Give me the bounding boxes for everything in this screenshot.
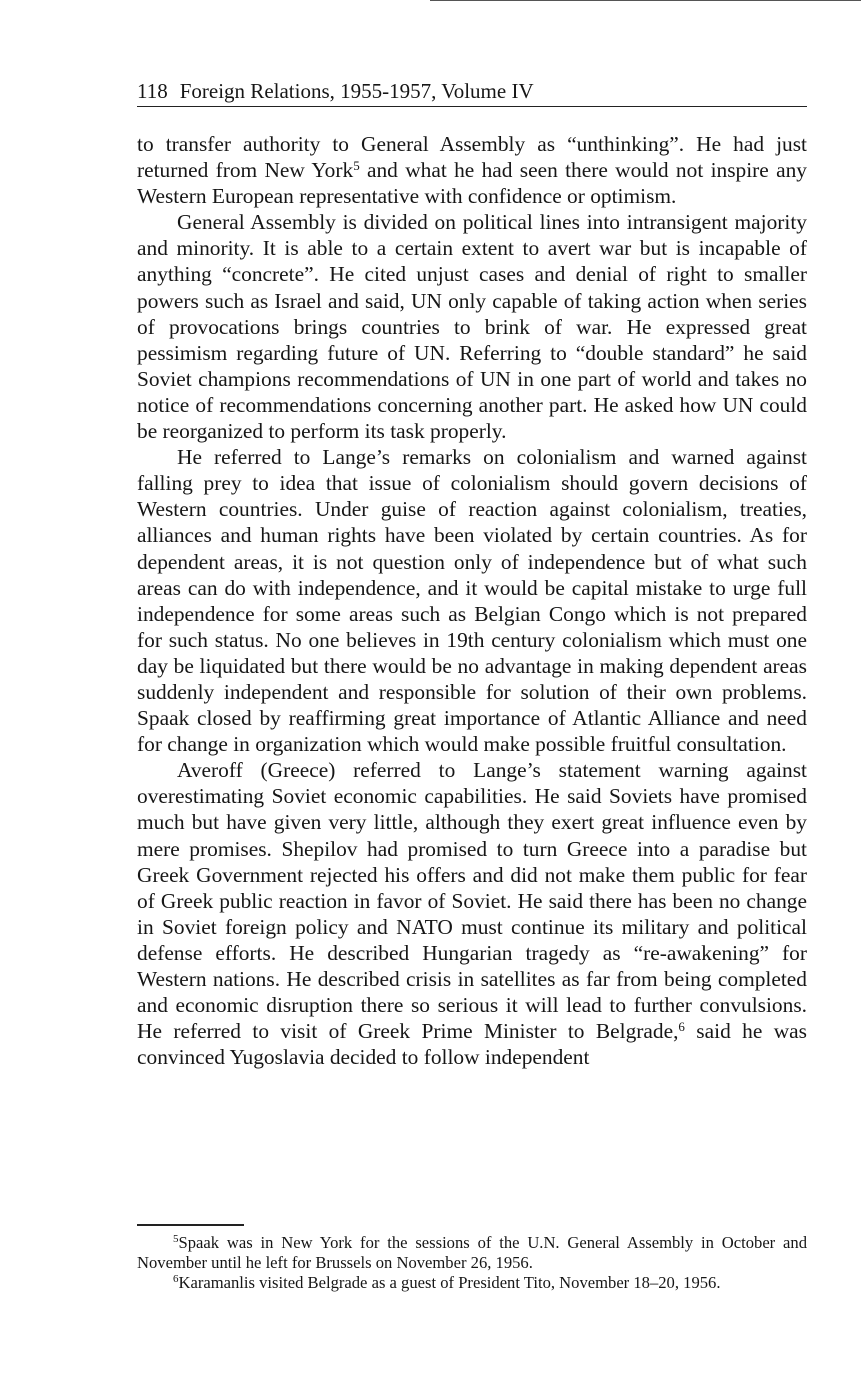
paragraph-1 (137, 131, 807, 209)
running-title: Foreign Relations, 1955-1957, Volume IV (179, 79, 534, 103)
paragraph-4 (137, 757, 807, 1070)
footnote-6-marker: 6 (173, 1273, 179, 1285)
page-number: 118 (137, 79, 168, 103)
paragraph-3: He referred to Lange’s remarks on colonialism and warned against falling prey to idea that issue of colonialism should govern decisions of Western countries. Under guise of reaction against colonialism, treaties, alliances and human rights have been violated by certain countries. As for dependent areas, it is not question only of independence but of what such areas can do with independence, and it would be capital mistake to urge full independence for some areas such as Belgian Congo which is not prepared for such status. No one believes in 19th century colonialism which must one day be liquidated but there would be no advantage in making dependent areas suddenly independent and responsible for solution of their own problems. Spaak closed by reaffirming great importance of Atlantic Alliance and need for change in organization which would make possible fruitful consultation. (137, 445, 807, 757)
body-text (137, 131, 807, 1070)
footnote-5-text: Spaak was in New York for the sessions of the U.N. General Assembly in October and November until he left for Brussels on November 26, 1956. (137, 1233, 807, 1272)
footnotes (137, 1233, 807, 1293)
paragraph-4-text-a: Averoff (Greece) referred to Lange’s statement warning against overestimating Soviet economic capabilities. He said Soviets have promised much but have given very little, although they exert great influence even by mere promises. Shepilov had promised to turn Greece into a paradise but Greek Government rejected his offers and did not make them public for fear of Greek public reaction in favor of Soviet. He said there has been no change in Soviet foreign policy and NATO must continue its military and political defense efforts. He described Hungarian tragedy as “re-awakening” for Western nations. He described crisis in satellites as far from being completed and economic disruption there so serious it will lead to further convulsions. He referred to visit of Greek Prime Minister to Belgrade, (137, 758, 807, 1044)
footnote-rule (137, 1224, 244, 1226)
running-header (137, 78, 807, 107)
footnote-ref-6: 6 (678, 1019, 685, 1035)
footnote-6 (137, 1273, 807, 1293)
paragraph-1-text-b: and what he had seen there would not inspire any Western European representative with confidence or optimism. (137, 158, 807, 209)
paragraph-4-text-b: said he was convinced Yugoslavia decided to follow independent (137, 1019, 807, 1070)
footnote-ref-5: 5 (353, 158, 360, 174)
footnote-5-marker: 5 (173, 1233, 179, 1245)
paragraph-2: General Assembly is divided on political lines into intransigent majority and minority. It is able to a certain extent to avert war but is incapable of anything “concrete”. He cited unjust cases and denial of right to smaller powers such as Israel and said, UN only capable of taking action when series of provocations brings countries to brink of war. He expressed great pessimism regarding future of UN. Referring to “double standard” he said Soviet champions recommendations of UN in one part of world and takes no notice of recommendations concerning another part. He asked how UN could be reorganized to perform its task properly. (137, 210, 807, 444)
footnote-6-text: Karamanlis visited Belgrade as a guest of President Tito, November 18–20, 1956. (178, 1273, 721, 1292)
top-edge-rule (430, 0, 861, 1)
footnote-5 (137, 1233, 807, 1273)
paragraph-1-text-a: to transfer authority to General Assembly as “unthinking”. He had just returned from New York (137, 132, 807, 183)
